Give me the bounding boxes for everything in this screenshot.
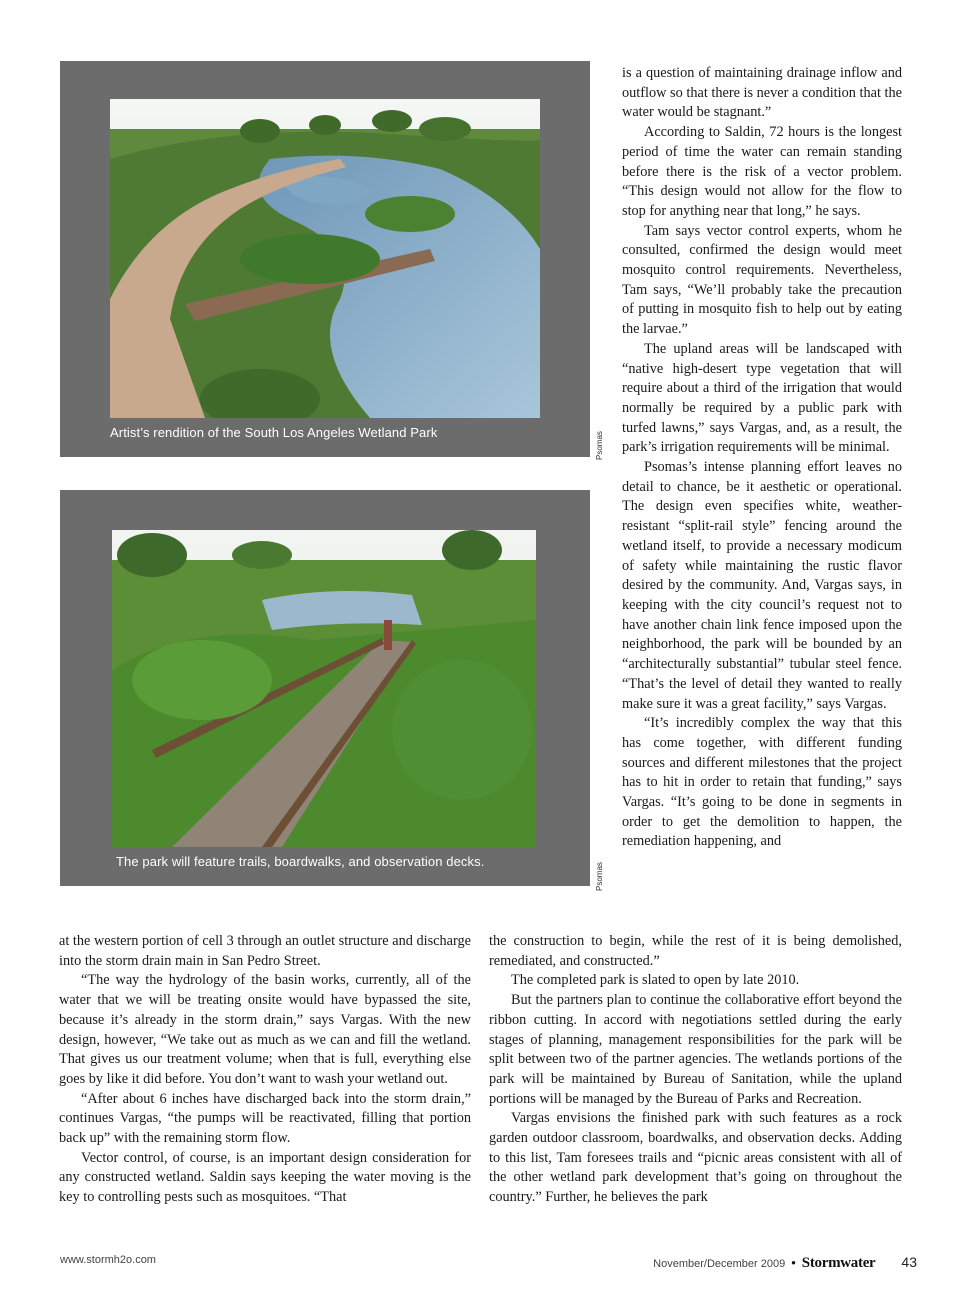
paragraph: is a question of maintaining drainage inflow and outflow so that there is never a condition that the water would be stagnant.” — [622, 65, 902, 121]
bullet-separator: • — [791, 1255, 796, 1270]
magazine-name: Stormwater — [801, 1255, 876, 1271]
paragraph: Psomas’s intense planning effort leaves no detail to chance, be it aesthetic or operational. The design even specifies white, weather-resistant “split-rail style” fencing around the wetland itself, to provide a necessary modicum of safety while maintaining the rustic flavor desired by the community. And, Vargas says, in keeping with the city council’s request not to have another chain link fence imposed upon the neighborhood, the park will be bounded by an “architecturally substantial” tubular steel fence. “That’s the level of detail they wanted to really make sure it was a great facility,” says Vargas. — [622, 459, 902, 712]
paragraph: Tam says vector control experts, whom he consulted, confirmed the design would meet mosquito control requirements. Nevertheless, Tam says, “We’ll probably take the precaution of putting in mosquito fish to help out by eating the larvae.” — [622, 222, 902, 338]
footer-url[interactable]: www.stormh2o.com — [60, 1254, 156, 1266]
article-column-right-upper — [622, 64, 902, 852]
paragraph: “After about 6 inches have discharged back into the storm drain,” continues Vargas, “the pumps will be reactivated, filling that portion back up” with the remaining storm flow. — [59, 1090, 471, 1147]
article-column-left — [59, 932, 471, 1208]
paragraph: “It’s incredibly complex the way that this has come together, with different funding sources and different milestones that the project has to hit in order to retain that funding,” says Vargas. “It’s going to be done in segments in order to get the demolition to happen, the remediation happening, and — [622, 715, 902, 850]
paragraph: Vargas envisions the finished park with such features as a rock garden outdoor classroom, boardwalks, and observation decks. Adding to this list, Tam foresees trails and “picnic areas consistent with all of the other wetland park development that’s going on throughout the country.” Further, he believes the park — [489, 1110, 902, 1206]
footer-issue-info — [653, 1254, 917, 1272]
photo-credit: Psomas — [595, 431, 604, 460]
paragraph: “The way the hydrology of the basin works, currently, all of the water that we will be treating onsite would have bypassed the site, because it’s already in the storm drain,” says Vargas. With the new design, however, “We take out as much as we can and fill the wetland. That gives us our treatment volume; when that is full, everything else goes by like it did before. You don’t want to wash your wetland out. — [59, 972, 471, 1087]
figure-caption: The park will feature trails, boardwalks, and observation decks. — [116, 854, 485, 869]
figure-wetland-rendition — [60, 61, 590, 457]
boardwalk-image — [112, 530, 536, 847]
page-number: 43 — [901, 1254, 917, 1270]
paragraph: But the partners plan to continue the collaborative effort beyond the ribbon cutting. In accord with negotiations settled during the early stages of planning, management responsibilities for the park will be split between two of the partner agencies. The wetlands portions of the park will be maintained by Bureau of Sanitation, while the upland portions will be managed by the Bureau of Parks and Recreation. — [489, 992, 902, 1107]
paragraph: According to Saldin, 72 hours is the longest period of time the water can remain standing before there is the risk of a vector problem. “This design would not allow for the flow to stop for anything near that long,” he says. — [622, 124, 902, 219]
paragraph: The upland areas will be landscaped with “native high-desert type vegetation that will require about a third of the irrigation that would normally be required by a public park with turfed lawns,” says Vargas, and, as a result, the park’s irrigation requirements will be minimal. — [622, 340, 902, 456]
paragraph: at the western portion of cell 3 through an outlet structure and discharge into the storm drain main in San Pedro Street. — [59, 933, 471, 969]
figure-boardwalk — [60, 490, 590, 886]
issue-date: November/December 2009 — [653, 1258, 786, 1270]
paragraph: The completed park is slated to open by late 2010. — [511, 972, 800, 989]
photo-credit: Psomas — [595, 862, 604, 891]
wetland-park-aerial-image — [110, 99, 540, 418]
paragraph: Vector control, of course, is an important design consideration for any constructed wetland. Saldin says keeping the water moving is the key to controlling pests such as mosquitoes. “That — [59, 1149, 471, 1206]
article-column-right-lower — [489, 932, 902, 1208]
figure-caption: Artist’s rendition of the South Los Angeles Wetland Park — [110, 425, 438, 440]
paragraph: the construction to begin, while the rest of it is being demolished, remediated, and constructed.” — [489, 933, 902, 969]
